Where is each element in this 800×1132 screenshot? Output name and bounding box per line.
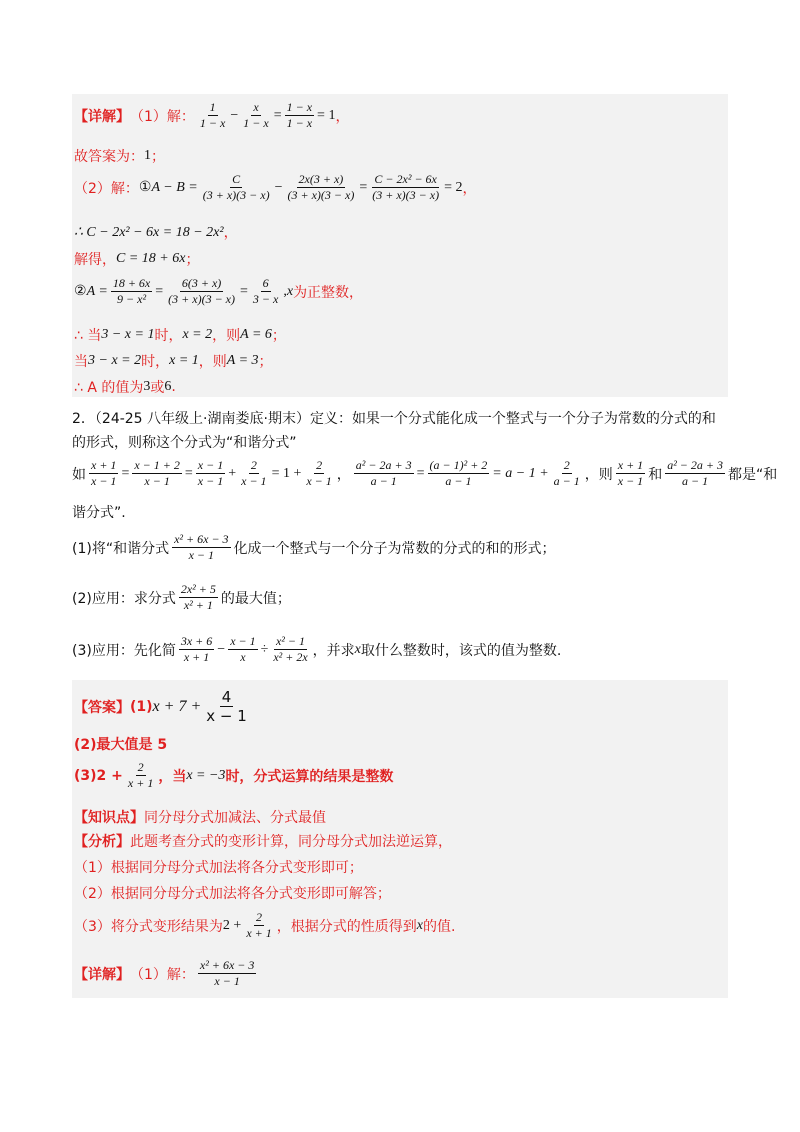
circle-num: ②: [74, 284, 87, 299]
expression: 3 − x = 1: [101, 327, 155, 342]
text: 为正整数，: [293, 284, 364, 301]
fraction: $\frac{2}{a - 1}$: [553, 458, 580, 488]
detail-label: 【详解】: [74, 966, 130, 983]
expression: A − B =: [151, 179, 198, 195]
part2-prefix: （2）解：: [74, 180, 139, 197]
fraction: $\frac{1}{1 - x}$: [199, 100, 226, 130]
fraction: $\frac{3x + 6}{x + 1}$: [180, 634, 213, 664]
punct: ；: [151, 149, 165, 165]
punct: ，: [223, 225, 238, 241]
expression: x = −3: [186, 767, 226, 783]
punct: ，: [336, 466, 351, 483]
text: 和: [648, 466, 663, 483]
when2-line: [74, 351, 273, 371]
expression: = a − 1 +: [492, 465, 549, 481]
fraction: $\frac{4}{x - 1}$: [206, 688, 247, 725]
fraction: $\frac{\text{a² − 2a + 3}}{a - 1}$: [667, 458, 723, 488]
text: (3)应用：先化简: [72, 642, 176, 659]
expression: x = 2: [182, 327, 213, 342]
analysis-line: [74, 831, 452, 851]
q2-part1: [72, 532, 556, 563]
fraction: $\frac{6}{3 - x}$: [252, 276, 279, 306]
text: 此题考查分式的变形计算，同分母分式加法逆运算，: [130, 834, 452, 850]
text: ∴ 当: [74, 328, 102, 344]
text: ，并求: [312, 642, 355, 659]
text: 谐分式”.: [72, 505, 126, 521]
fraction: $\frac{2}{x - 1}$: [241, 458, 267, 488]
punct: ；: [185, 252, 200, 268]
part1-prefix: （1）解：: [130, 108, 195, 125]
text: (3)2 +: [74, 767, 123, 784]
detail-label: 【详解】: [74, 108, 130, 125]
operator: −: [230, 107, 239, 123]
detail2-line: [74, 958, 259, 989]
knowledge-label: 【知识点】: [74, 810, 144, 826]
fraction: $\frac{6(3 + x)}{(3 + x)(3 - x)}$: [168, 276, 235, 306]
punct: .: [171, 379, 176, 395]
fraction: $\frac{x + 1}{x - 1}$: [91, 458, 117, 488]
expression: 2 +: [222, 917, 242, 933]
fraction: $\frac{C}{(3 + x)(3 - x)}$: [202, 172, 270, 202]
expression: A = 3: [226, 353, 259, 368]
text: （2）根据同分母分式加法将各分式变形即可解答；: [74, 886, 391, 902]
text: 如: [72, 466, 86, 483]
operator: ÷: [260, 641, 269, 657]
fraction: $\frac{x - 1}{x - 1}$: [197, 458, 224, 488]
text: 都是“和: [727, 466, 778, 483]
text: 时，: [154, 328, 183, 344]
fraction: $\frac{1 - x}{1 - x}$: [286, 100, 313, 130]
text: （1）根据同分母分式加法将各分式变形即可；: [74, 860, 363, 876]
q2-part2: [72, 582, 291, 613]
expression: 3 − x = 2: [88, 353, 142, 368]
operator: =: [359, 179, 368, 195]
operator: =: [273, 107, 282, 123]
operator: =: [184, 465, 193, 481]
text: ，当: [158, 768, 187, 785]
analysis-label: 【分析】: [74, 834, 130, 850]
punct: ,: [283, 283, 287, 299]
punct: ；: [271, 328, 286, 344]
answer-value: 1: [144, 148, 151, 163]
text: ，则: [584, 466, 613, 483]
text: 同分母分式加减法、分式最值: [144, 810, 326, 826]
text: (1): [130, 698, 153, 715]
fraction: $\frac{\text{x² − 1}}{\text{x² + 2x}}$: [273, 634, 308, 664]
answer3-line: [74, 760, 393, 791]
value: 3: [143, 379, 151, 394]
expression: A =: [86, 283, 108, 299]
text: 时，分式运算的结果是整数: [225, 768, 394, 785]
fraction: $\frac{2}{x + 1}$: [127, 760, 154, 790]
equation-tail: = 2: [444, 179, 463, 195]
solve-line: [74, 249, 199, 269]
value: 6: [164, 379, 172, 394]
fraction: $\frac{x + 1}{x - 1}$: [617, 458, 644, 488]
variable: x: [286, 283, 294, 299]
fraction: $\frac{\text{x² + 6x − 3}}{x - 1}$: [199, 958, 255, 988]
text: (1)将“和谐分式: [72, 540, 170, 557]
analysis2-line: [74, 883, 391, 903]
answer-label: 【答案】: [74, 699, 130, 716]
expression: x + 7 +: [152, 697, 202, 715]
fraction: $\frac{\text{(a − 1)² + 2}}{a - 1}$: [429, 458, 488, 488]
fraction: $\frac{x - 1 + 2}{x - 1}$: [134, 458, 180, 488]
circle-num: ①: [138, 180, 152, 195]
expression: x = 1: [169, 353, 199, 368]
q2-head2: [72, 432, 297, 452]
answer-text: 故答案为：: [74, 149, 144, 165]
text: ，则: [212, 328, 241, 344]
text: ，根据分式的性质得到: [276, 918, 417, 935]
variable: x: [354, 641, 361, 657]
fraction: $\frac{\text{C − 2x² − 6x}}{(3 + x)(3 - x)}$: [372, 172, 440, 202]
fraction: $\frac{\text{x² + 6x − 3}}{x - 1}$: [174, 532, 229, 562]
punct: ，: [335, 108, 350, 125]
detail1-part2: [74, 172, 476, 203]
text: 化成一个整式与一个分子为常数的分式的和的形式；: [233, 540, 556, 557]
text: 取什么整数时，该式的值为整数.: [360, 642, 562, 659]
operator: =: [121, 465, 130, 481]
fraction: $\frac{x - 1}{x}$: [230, 634, 256, 664]
text: （1）解：: [130, 966, 195, 983]
answer2-line: [74, 734, 167, 754]
text: 的值.: [422, 918, 456, 935]
equation-tail: = 1: [317, 107, 336, 123]
knowledge-line: [74, 807, 326, 827]
question-text: 的形式，则称这个分式为“和谐分式”: [72, 435, 297, 451]
q2-head: [72, 408, 716, 428]
case2-line: [74, 276, 363, 307]
question-text: 2．（24-25 八年级上·湖南娄底·期末）定义：如果一个分式能化成一个整式与一个分子为常数的分式的和: [72, 411, 716, 427]
answer-line: [74, 146, 165, 166]
text: ∴ A 的值为: [74, 380, 144, 396]
operator: −: [274, 179, 283, 195]
text: ，则: [198, 354, 227, 370]
operator: =: [240, 283, 248, 299]
fraction: $\frac{2x(3 + x)}{(3 + x)(3 - x)}$: [287, 172, 355, 202]
operator: −: [217, 641, 226, 657]
fraction: $\frac{\text{a² − 2a + 3}}{a - 1}$: [355, 458, 412, 488]
fraction: $\frac{x}{1 - x}$: [243, 100, 269, 130]
operator: = 1 +: [271, 465, 302, 481]
text: 时，: [141, 354, 170, 370]
q2-example: [72, 458, 777, 489]
analysis1-line: [74, 857, 363, 877]
q2-example-tail: [72, 502, 126, 522]
operator: =: [155, 283, 164, 299]
final-line: [74, 377, 176, 397]
expression: A = 6: [240, 327, 272, 342]
when1-line: [74, 325, 286, 345]
operator: +: [228, 465, 237, 481]
text: (2)最大值是 5: [74, 737, 168, 753]
therefore-line: [74, 222, 238, 242]
analysis3-line: [74, 910, 455, 941]
text: （3）将分式变形结果为: [74, 918, 223, 935]
text: (2)应用：求分式: [72, 590, 176, 607]
text: 的最大值；: [220, 590, 291, 607]
fraction: $\frac{\text{2x² + 5}}{\text{x² + 1}}$: [180, 582, 216, 612]
expression: C = 18 + 6x: [116, 251, 186, 266]
text: 当: [74, 354, 88, 370]
fraction: $\frac{2}{x + 1}$: [246, 910, 272, 940]
detail1-line1: [74, 100, 349, 131]
fraction: $\frac{2}{x - 1}$: [306, 458, 332, 488]
text: 或: [150, 380, 165, 396]
answer1-line: [74, 688, 252, 725]
q2-part3: [72, 634, 561, 665]
solve-text: 解得，: [74, 252, 116, 268]
punct: ；: [258, 354, 273, 370]
expression: ∴ C − 2x² − 6x = 18 − 2x²: [74, 224, 224, 240]
operator: =: [416, 465, 425, 481]
fraction: $\frac{18 + 6x}{\text{9 − x²}}$: [112, 276, 151, 306]
punct: ，: [462, 180, 477, 197]
variable: x: [416, 917, 423, 933]
